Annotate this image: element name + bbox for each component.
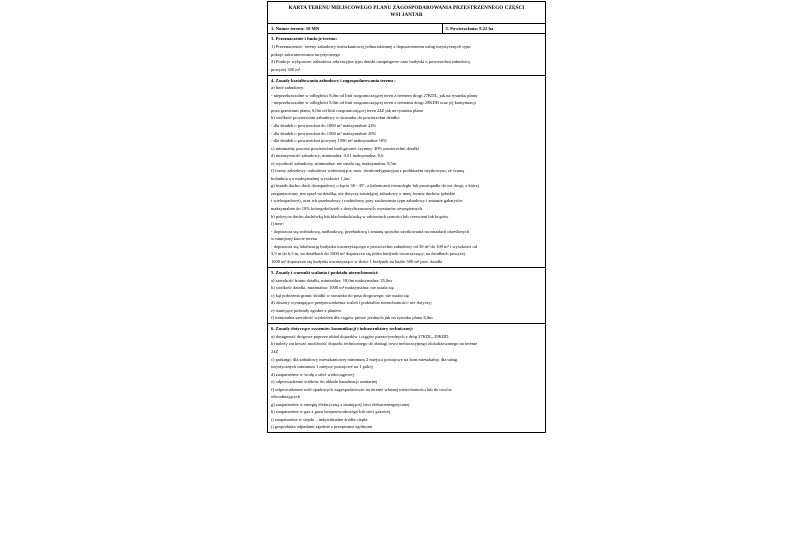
- section-4-line: i wielospadowe), oraz ich przebudowy i rozbudowy przy zachowaniu typu zabudowy i zmianie gabarytów: [271, 198, 463, 204]
- section-4-line: maksymalnie do 10% któregokolwiek z dotychczasowych wymiarów zewnętrznych: [271, 206, 423, 212]
- section-4-heading: 4. Zasady kształtowania zabudowy i zagospodarowania terenu :: [271, 77, 396, 83]
- section-4-line: e) wysokość zabudowy, minimalna: nie ustala się, maksymalna: 9,5m: [271, 160, 397, 166]
- section-4-line: - dopuszcza się lokalizację budynku towarzyszącego o powierzchni zabudowy od 30 m² do 100 m² i wysokości od: [271, 243, 478, 249]
- section-4-line: - nieprzekraczalne w odległości 8,0m od linii rozgraniczającej teren z terenami drogi 29KDD oraz jej kontynuacji: [271, 100, 476, 106]
- section-4-line: - nieprzekraczalne w odległości 8,0m od linii rozgraniczającej teren z terenem drogi 27KDL, jak na rysunku planu: [271, 92, 478, 98]
- section-6-line: 24Z: [271, 348, 279, 354]
- section-4-line: 3,5 m do 6,5 m, na działkach do 1000 m² dopuszcza się jeden budynek towarzyszący, na działkach powyżej: [271, 251, 465, 257]
- section-4-line: - dopuszcza się rozbudowę, nadbudowę, przebudowę i zmianę sposobu użytkowania na zasadach określonych: [271, 228, 470, 234]
- section-6-line: b) należy zachować możliwość dojazdu technicznego do obsługi rowu melioracyjnego zlokalizowanego na terenie: [271, 341, 478, 347]
- section-6-line: c) parkingi: dla zabudowy mieszkaniowej minimum 2 miejsca postojowe na dom mieszkalny, dla usług: [271, 356, 458, 362]
- section-4-line: kolankową o maksymalnej wysokości 1,2m: [271, 175, 350, 181]
- section-5: [268, 268, 545, 324]
- section-3: [268, 34, 545, 75]
- section-4-line: f) formy zabudowy: zabudowa wolnostojąca, max. dwukondygnacyjna z poddaszem użytkowym, ze ścianą: [271, 168, 465, 174]
- section-4-line: 1000 m² dopuszcza się budynki towarzyszące w ilości 1 budynek na każde 500 m² pow. działki: [271, 258, 443, 264]
- section-6-line: i) zaopatrzenie w ciepło – indywidualne źródła ciepła: [271, 416, 368, 422]
- section-6-line: turystycznych minimum 1 miejsce postojowe na 1 pokój: [271, 364, 373, 370]
- section-4-line: - dla działek o powierzchni do 1000 m² maksymalnie 22%: [271, 123, 377, 129]
- section-4: [268, 76, 545, 268]
- section-3-line: pokoje zakwaterowania turystycznego: [271, 51, 340, 57]
- field-area-size: 2. Powierzchnia: 8,22 ha: [445, 25, 494, 31]
- section-5-line: e) istniejące podziały zgodne z planem: [271, 307, 341, 313]
- card-title-row: [268, 2, 545, 24]
- section-6-line: g) zaopatrzenie w energię elektryczną z istniejącej sieci elektroenergetycznej: [271, 401, 410, 407]
- section-4-line: a) linie zabudowy:: [271, 85, 305, 91]
- section-4-line: - dla działek o powierzchni powyżej 1500 m² maksymalnie 18%: [271, 138, 387, 144]
- section-5-heading: 5. Zasady i warunki scalania i podziału nieruchomości:: [271, 269, 379, 275]
- section-3-line: 1) Przeznaczenie: tereny zabudowy mieszkaniowej jednorodzinnej z dopuszczeniem usług turystycznych typu: [271, 44, 471, 49]
- section-6-heading: 6. Zasady dotyczące systemów komunikacji i infrastruktury technicznej:: [271, 326, 414, 332]
- section-5-line: b) wielkość działki, minimalna: 1000 m² maksymalna: nie ustala się: [271, 285, 394, 291]
- card-title: [268, 2, 545, 23]
- section-5-line: f) minimalna szerokość wydzieleń dla ciągów pieszo jezdnych jak na rysunku planu 6,0m: [271, 315, 433, 321]
- section-4-line: - dla działek o powierzchni do 1500 m² maksymalnie 20%: [271, 130, 377, 136]
- section-4-line: g) kształt dachu: dach dwuspadowy o kącie 38 - 45°, z kalenicami równoległe lub prostopadle do osi drogi, z której: [271, 183, 479, 189]
- section-4-line: poza granicami planu, 6,0m od linii rozgraniczającej teren 24Z jak na rysunku planu: [271, 107, 423, 113]
- section-6-line: h) zaopatrzenie w gaz z gazu bezprzewodowego lub sieci gazowej: [271, 409, 391, 415]
- section-4-line: d) intensywność zabudowy, minimalna: 0,01 maksymalna: 0,6: [271, 153, 384, 159]
- section-6: [268, 324, 545, 433]
- section-6-line: j) gospodarka odpadami zgodnie z przepisami ogólnymi: [271, 424, 373, 430]
- field-area-number: 1. Numer terenu: 10 MN: [268, 24, 443, 34]
- section-4-line: w niniejszej karcie terenu: [271, 236, 318, 242]
- section-5-line: a) szerokość frontu działki, minimalna: 18,0m maksymalna: 35,0m: [271, 277, 392, 283]
- card-identity-row: [268, 24, 545, 35]
- card-title-line-1: KARTA TERENU MIEJSCOWEGO PLANU ZAGOSPODAROWANIA PRZESTRZENNEGO CZĘŚCI: [288, 5, 525, 11]
- section-3-line: powyżej 300 m²: [271, 66, 301, 72]
- card-title-line-2: WSI JANTAR: [390, 12, 423, 19]
- section-6-line: d) zaopatrzenie w wodę z sieci wodociągowej: [271, 371, 354, 377]
- section-4-line: h) pokrycie dachu dachówką lub blachodachówką w odcieniach szarości lub czerwieni lub brązów: [271, 213, 449, 219]
- section-6-line: a) dostępność drogowa poprzez układ dojazdów i ciągów pieszo-jezdnych z dróg 27KDL, 29KDD: [271, 333, 449, 339]
- section-5-line: c) kąt położenia granic działki w stosunku do pasa drogowego: nie ustala się: [271, 292, 409, 298]
- section-6-line: f) odprowadzenie wód opadowych zagospodarować na terenie własnej nieruchomości lub do rowów: [271, 386, 452, 392]
- section-6-line: odwadniających: [271, 394, 301, 400]
- section-5-line: d) obszary wymagające przeprowadzenia scaleń i podziałów nieruchomości: nie dotyczy;: [271, 300, 433, 306]
- zoning-card-table: [267, 1, 546, 433]
- section-4-line: zorganizowany jest zjazd na działkę, nie dotyczy istniejącej zabudowy o innej formie dachów (płaskie: [271, 190, 456, 196]
- section-4-line: b) wielkość powierzchni zabudowy w stosunku do powierzchni działki:: [271, 115, 400, 121]
- section-6-line: e) odprowadzenie ścieków do układu kanalizacji sanitarnej: [271, 379, 378, 385]
- section-4-line: i) inne:: [271, 221, 284, 227]
- section-4-line: c) minimalny procent powierzchni biologicznie czynnej: 40% powierzchni działki: [271, 145, 419, 151]
- section-3-line: 2) Funkcje wyłączone: zabudowa rekreacyjna typu domki campingowe oraz budynki o powierzchni zabudowy: [271, 59, 471, 65]
- section-3-heading: 3. Przeznaczenie i funkcje terenu:: [271, 36, 338, 42]
